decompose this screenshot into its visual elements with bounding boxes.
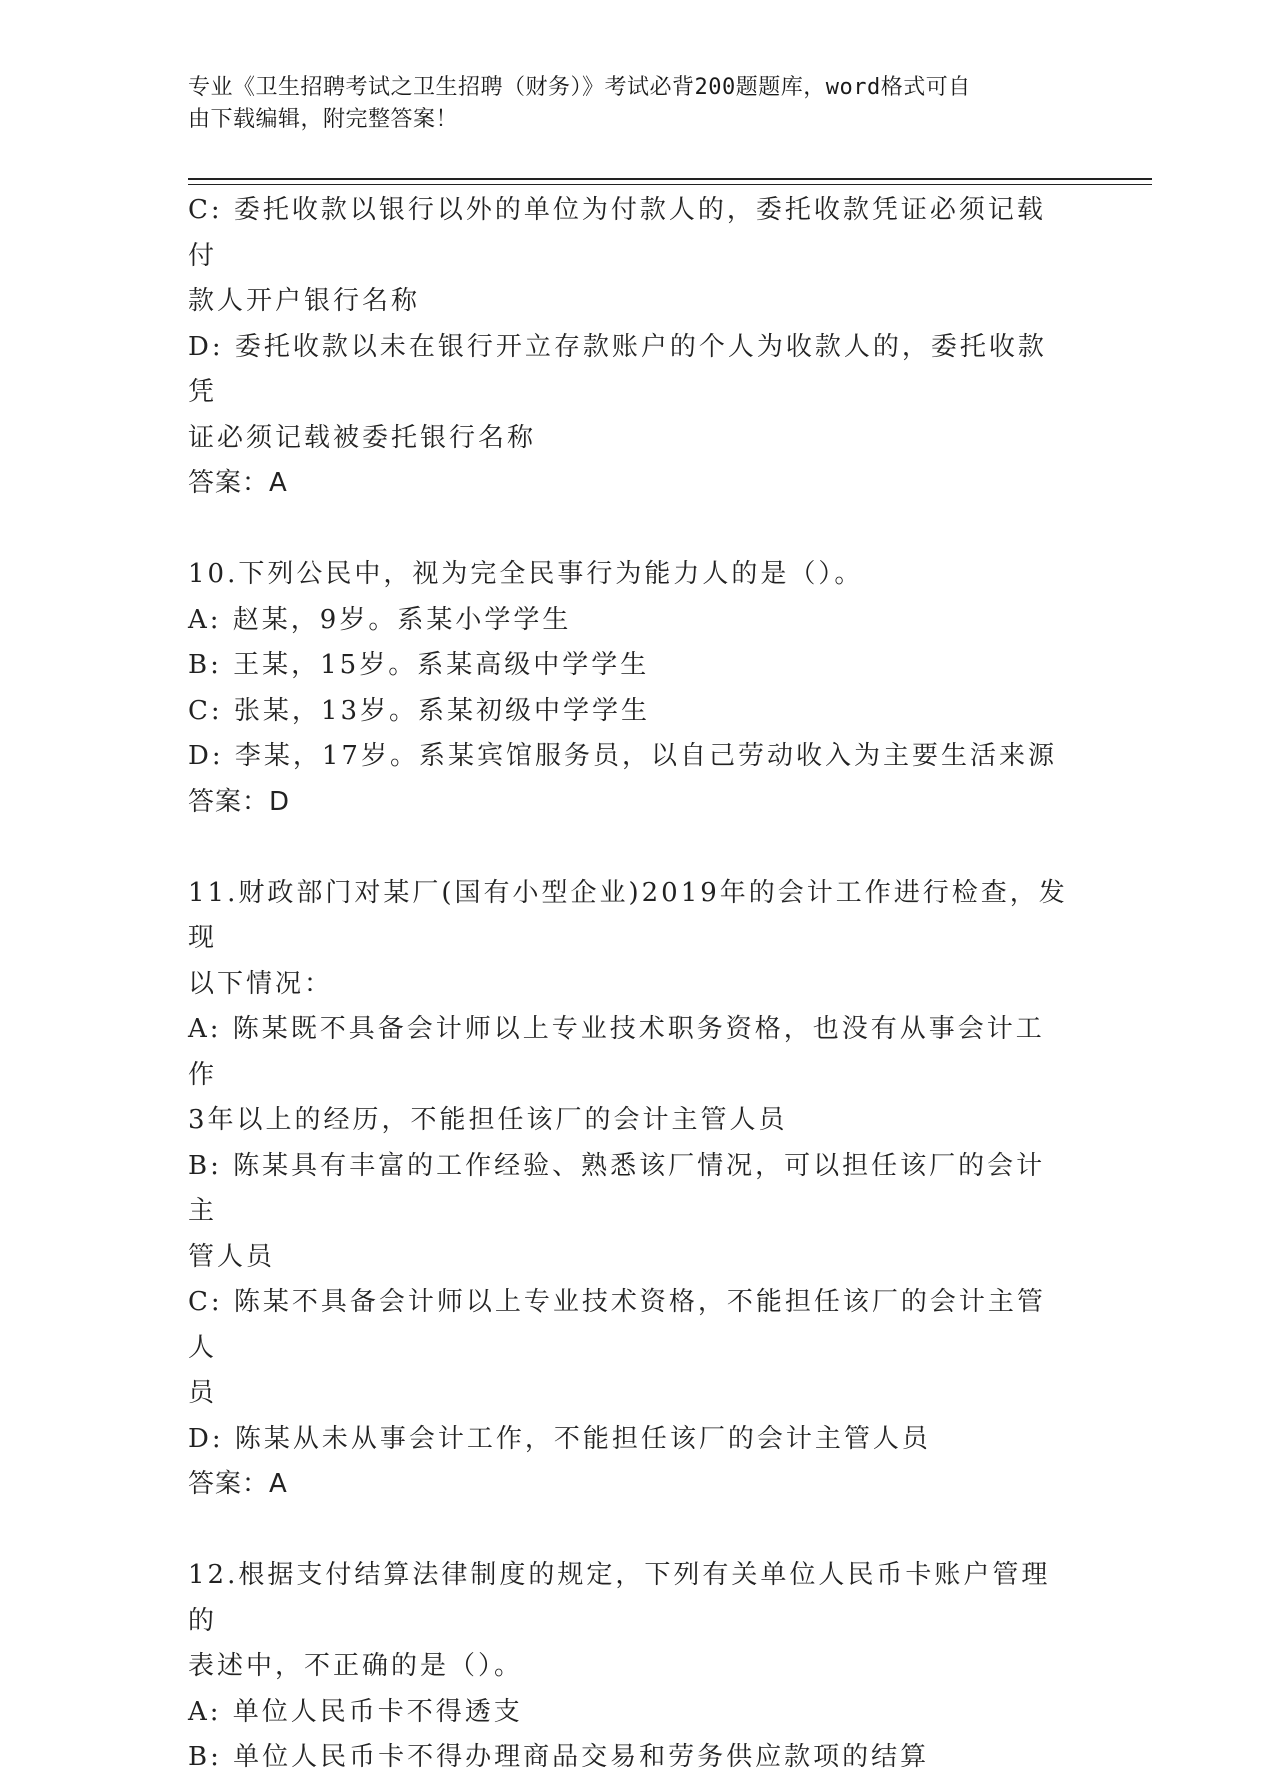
q12-option-b: B: 单位人民币卡不得办理商品交易和劳务供应款项的结算 [188,1742,930,1772]
q11-option-b-line-1: B: 陈某具有丰富的工作经验、熟悉该厂情况，可以担任该厂的会计主 [188,1150,1046,1226]
q11-stem-line-1: 11.财政部门对某厂(国有小型企业)2019年的会计工作进行检查，发现 [188,877,1068,953]
question-10 [188,552,1068,825]
q9-answer: 答案：A [188,468,288,498]
q9-option-c-line-1: C: 委托收款以银行以外的单位为付款人的，委托收款凭证必须记载付 [188,195,1046,271]
q10-stem: 10.下列公民中，视为完全民事行为能力人的是（）。 [188,559,864,589]
spacer [188,1508,1068,1554]
q12-option-a: A: 单位人民币卡不得透支 [188,1696,523,1727]
q11-answer: 答案：A [188,1469,288,1499]
q10-option-b: B: 王某，15岁。系某高级中学学生 [188,650,650,680]
q10-option-a: A: 赵某，9岁。系某小学学生 [188,604,572,635]
document-body [188,188,1068,1781]
spacer [188,507,1068,553]
q11-option-a-line-2: 3年以上的经历，不能担任该厂的会计主管人员 [188,1105,788,1135]
question-11 [188,871,1068,1508]
header-line-2: 由下载编辑，附完整答案！ [188,107,459,132]
header-divider-thick [188,178,1152,180]
q11-stem-line-2: 以下情况： [188,968,334,999]
q11-option-c-line-2: 员 [188,1378,218,1408]
question-12 [188,1553,1068,1781]
q10-answer: 答案：D [188,786,291,817]
q9-option-c-line-2: 款人开户银行名称 [188,286,421,316]
q10-option-d: D: 李某，17岁。系某宾馆服务员，以自己劳动收入为主要生活来源 [188,741,1057,771]
q9-option-d-line-1: D: 委托收款以未在银行开立存款账户的个人为收款人的，委托收款凭 [188,331,1047,407]
question-9-continued [188,188,1068,507]
q9-option-d-line-2: 证必须记载被委托银行名称 [188,422,537,453]
q12-stem-line-2: 表述中，不正确的是（）。 [188,1651,524,1681]
q10-option-c: C: 张某，13岁。系某初级中学学生 [188,695,651,726]
header-divider-thin [188,184,1152,185]
q11-option-a-line-1: A: 陈某既不具备会计师以上专业技术职务资格，也没有从事会计工作 [188,1014,1045,1090]
header-line-1: 专业《卫生招聘考试之卫生招聘（财务）》考试必背200题题库，word格式可自 [188,75,971,100]
q11-option-c-line-1: C: 陈某不具备会计师以上专业技术资格，不能担任该厂的会计主管人 [188,1287,1046,1363]
q11-option-b-line-2: 管人员 [188,1241,276,1272]
spacer [188,825,1068,871]
q12-stem-line-1: 12.根据支付结算法律制度的规定，下列有关单位人民币卡账户管理的 [188,1560,1051,1636]
document-header [188,72,1068,136]
q11-option-d: D: 陈某从未从事会计工作，不能担任该厂的会计主管人员 [188,1423,931,1454]
